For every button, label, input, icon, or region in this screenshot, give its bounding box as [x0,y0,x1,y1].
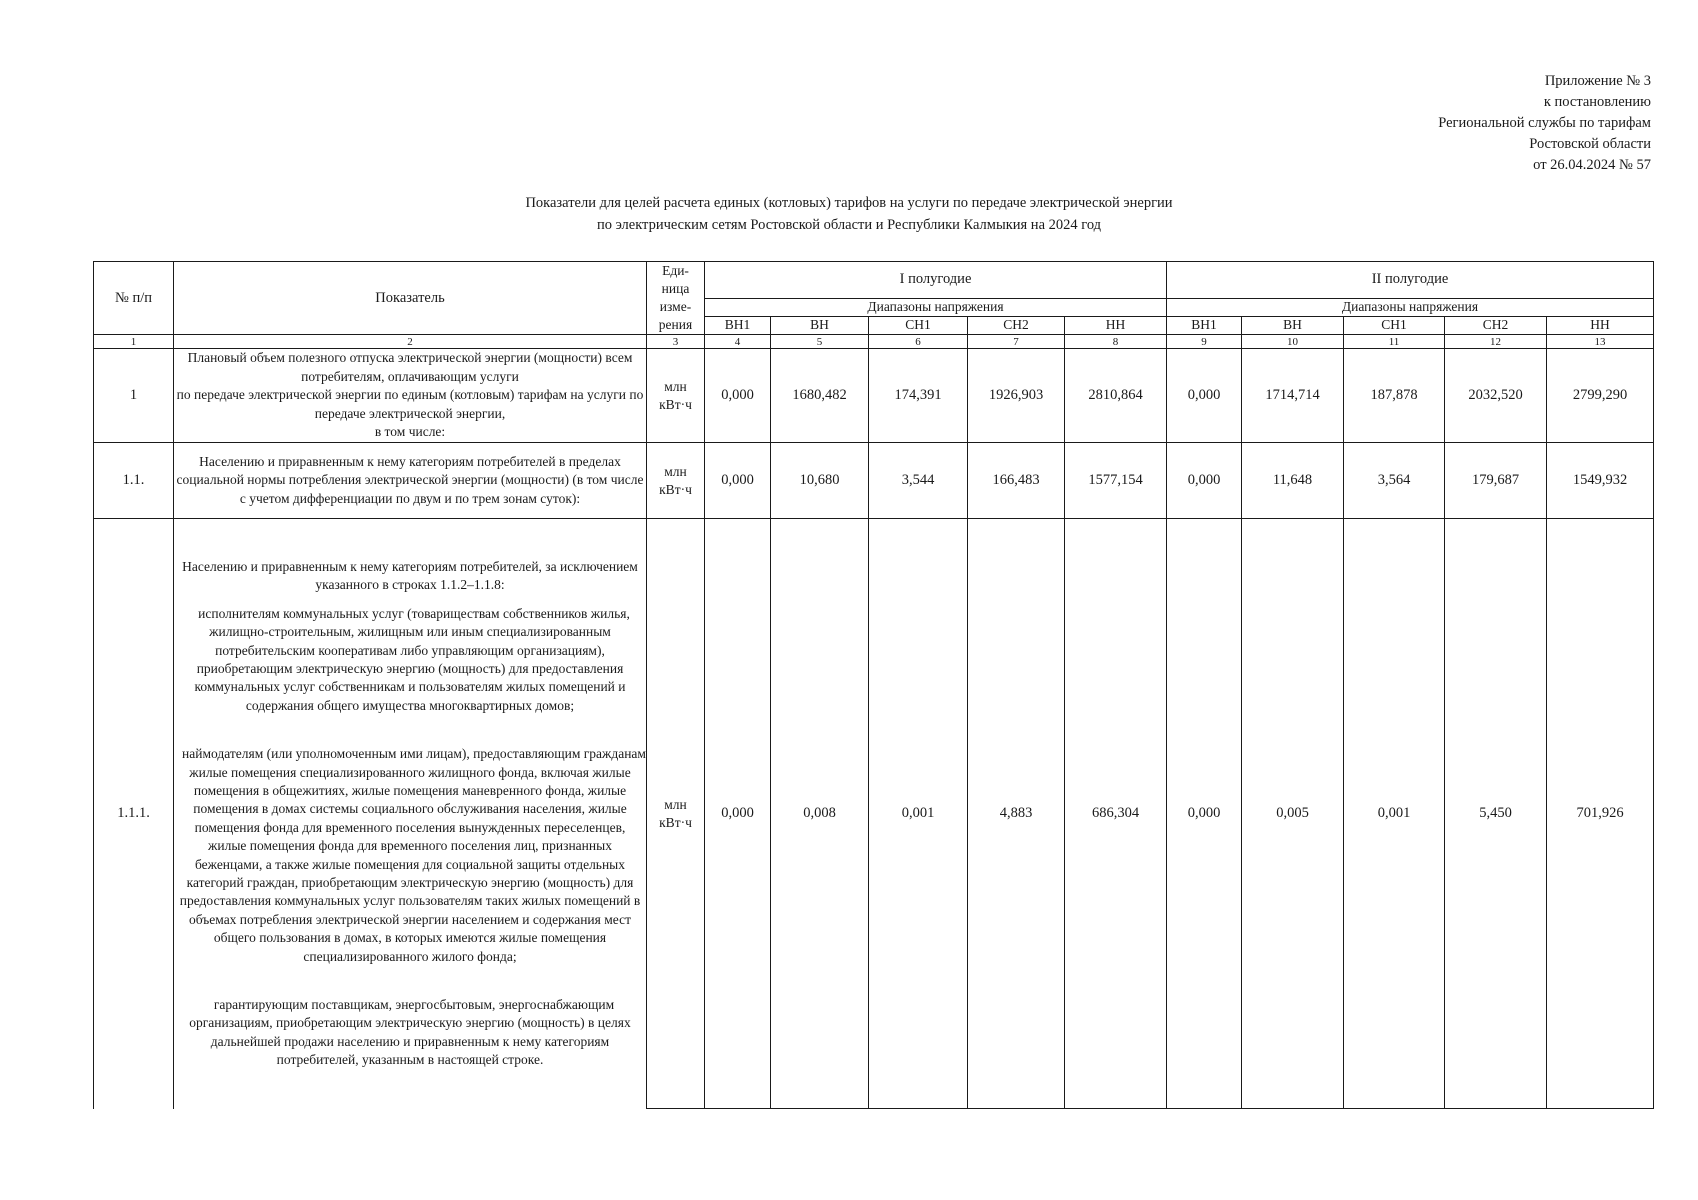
header-col-sn2-h2: СН2 [1445,316,1547,334]
appendix-header [1291,71,1651,176]
value-cell: 0,000 [1167,349,1242,443]
col-number: 3 [647,335,705,349]
value-cell: 0,001 [1344,519,1445,1109]
row-desc: Населению и приравненным к нему категориям потребителей в пределах социальной нормы потребления электрической энергии (мощности) (в том числе с учетом дифференциации по двум и по трем зонам суток): [174,443,647,519]
document-title-line1: Показатели для целей расчета единых (котловых) тарифов на услуги по передаче электрической энергии [525,195,1173,211]
value-cell: 0,000 [705,443,771,519]
value-cell: 0,000 [1167,443,1242,519]
header-ranges-2: Диапазоны напряжения [1167,298,1654,316]
appendix-ref: к постановлению [1543,94,1651,110]
header-col-vn1-h2: ВН1 [1167,316,1242,334]
value-cell: 1549,932 [1547,443,1654,519]
header-half-2: II полугодие [1167,262,1654,299]
header-col-vn-h1: ВН [771,316,869,334]
row-num: 1.1. [94,443,174,519]
value-cell: 5,450 [1445,519,1547,1109]
column-number-row [94,335,1654,349]
value-cell: 11,648 [1242,443,1344,519]
value-cell: 1680,482 [771,349,869,443]
header-col-vn1-h1: ВН1 [705,316,771,334]
appendix-authority: Региональной службы по тарифам [1438,115,1651,131]
table-row [94,443,1654,519]
col-number: 11 [1344,335,1445,349]
document-title-line2: по электрическим сетям Ростовской области и Республики Калмыкия на 2024 год [596,217,1102,233]
col-number: 13 [1547,335,1654,349]
col-number: 5 [771,335,869,349]
value-cell: 187,878 [1344,349,1445,443]
header-num: № п/п [94,262,174,335]
value-cell: 166,483 [968,443,1065,519]
header-col-nn-h2: НН [1547,316,1654,334]
appendix-number: Приложение № 3 [1544,73,1651,89]
value-cell: 1577,154 [1065,443,1167,519]
value-cell: 2810,864 [1065,349,1167,443]
col-number: 8 [1065,335,1167,349]
value-cell: 0,005 [1242,519,1344,1109]
header-col-sn1-h1: СН1 [869,316,968,334]
header-col-vn-h2: ВН [1242,316,1344,334]
value-cell: 3,564 [1344,443,1445,519]
col-number: 1 [94,335,174,349]
table-row [94,519,1654,1109]
col-number: 4 [705,335,771,349]
row-unit: млн кВт·ч [647,349,705,443]
value-cell: 174,391 [869,349,968,443]
row-desc: Плановый объем полезного отпуска электрической энергии (мощности) всем потребителям, оплачивающим услуги по передаче электрической энергии по единым (котловым) тарифам на услуги по передаче электрической энергии, в том числе: [174,349,647,443]
col-number: 12 [1445,335,1547,349]
value-cell: 179,687 [1445,443,1547,519]
value-cell: 3,544 [869,443,968,519]
row-desc: Населению и приравненным к нему категориям потребителей, за исключением указанного в строках 1.1.2–1.1.8: исполнителям коммунальных услуг (товариществам собственников жилья, жилищно-строительным, жилищным или иным специализированным потребительским кооперативам либо управляющим организациям), приобретающим электрическую энергию (мощность) для предоставления коммунальных услуг собственникам и пользователям жилых помещений и содержания общего имущества многоквартирных домов; наймодателям (или уполномоченным ими лицам), предоставляющим гражданам жилые помещения специализированного жилищного фонда, включая жилые помещения в общежитиях, жилые помещения маневренного фонда, жилые помещения в домах системы социального обслуживания населения, жилые помещения фонда для временного поселения вынужденных переселенцев, жилые помещения фонда для временного поселения лиц, признанных беженцами, а также жилые помещения для социальной защиты отдельных категорий граждан, приобретающим электрическую энергию (мощность) для предоставления коммунальных услуг пользователям таких жилых помещений в объемах потребления электрической энергии населением и содержания мест общего пользования в домах, в которых имеются жилые помещения специализированного жилого фонда; гарантирующим поставщикам, энергосбытовым, энергоснабжающим организациям, приобретающим электрическую энергию (мощность) в целях дальнейшей продажи населению и приравненным к нему категориям потребителей, указанным в настоящей строке. [174,519,647,1109]
value-cell: 10,680 [771,443,869,519]
row-unit: млн кВт·ч [647,519,705,1109]
appendix-region: Ростовской области [1529,136,1651,152]
table-row [94,349,1654,443]
header-col-nn-h1: НН [1065,316,1167,334]
value-cell: 2799,290 [1547,349,1654,443]
value-cell: 0,000 [1167,519,1242,1109]
row-num: 1.1.1. [94,519,174,1109]
value-cell: 0,000 [705,519,771,1109]
value-cell: 0,008 [771,519,869,1109]
value-cell: 1714,714 [1242,349,1344,443]
header-half-1: I полугодие [705,262,1167,299]
value-cell: 0,001 [869,519,968,1109]
col-number: 10 [1242,335,1344,349]
row-num: 1 [94,349,174,443]
row-unit: млн кВт·ч [647,443,705,519]
tariff-table [93,261,1654,1109]
value-cell: 701,926 [1547,519,1654,1109]
header-unit: Еди- ница изме- рения [647,262,705,335]
header-indicator: Показатель [174,262,647,335]
value-cell: 0,000 [705,349,771,443]
value-cell: 2032,520 [1445,349,1547,443]
value-cell: 1926,903 [968,349,1065,443]
header-col-sn2-h1: СН2 [968,316,1065,334]
header-col-sn1-h2: СН1 [1344,316,1445,334]
value-cell: 686,304 [1065,519,1167,1109]
col-number: 6 [869,335,968,349]
appendix-date: от 26.04.2024 № 57 [1533,157,1651,173]
value-cell: 4,883 [968,519,1065,1109]
col-number: 7 [968,335,1065,349]
header-ranges-1: Диапазоны напряжения [705,298,1167,316]
col-number: 9 [1167,335,1242,349]
col-number: 2 [174,335,647,349]
document-title [0,192,1698,236]
